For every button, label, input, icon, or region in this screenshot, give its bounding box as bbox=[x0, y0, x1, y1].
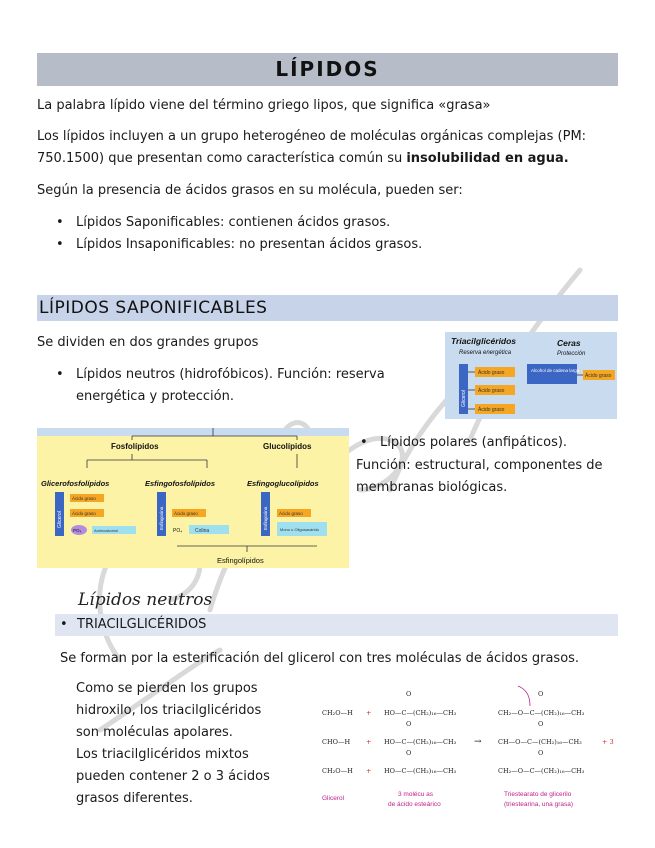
list-item: • Lípidos Saponificables: contienen ácidos grasos. bbox=[58, 212, 390, 234]
fosfolipidos-label: Fosfolípidos bbox=[111, 442, 159, 451]
tri-title: Triacilglicéridos bbox=[451, 336, 517, 346]
esterification-reaction bbox=[318, 682, 618, 814]
polares-continuation-2: membranas biológicas. bbox=[356, 480, 508, 495]
esfingosina-label: Esfingosina bbox=[263, 506, 268, 530]
side-line-3: son moléculas apolares. bbox=[76, 725, 233, 740]
ceras-title: Ceras bbox=[557, 338, 581, 348]
product-caption-2: (triestearina, una grasa) bbox=[504, 801, 574, 808]
list-item-polares: • Lípidos polares (anfipáticos). bbox=[362, 432, 567, 454]
acid-line-1: HO—C—(CH₂)₁₆—CH₃ bbox=[384, 709, 457, 717]
esterificacion-text: Se forman por la esterificación del glicerol con tres moléculas de ácidos grasos. bbox=[60, 651, 580, 666]
intro-paragraph-3: Según la presencia de ácidos grasos en su molécula, pueden ser: bbox=[37, 183, 463, 198]
product-line-1: CH₂—O—C—(CH₂)₁₆—CH₃ bbox=[498, 709, 585, 717]
glucolipidos-label: Glucolípidos bbox=[263, 442, 312, 451]
section-heading-bar bbox=[37, 295, 618, 321]
oxygen: O bbox=[406, 749, 412, 757]
acido-label: Ácido graso bbox=[585, 373, 612, 379]
plus-sign: + bbox=[366, 738, 372, 746]
triacilgliceridos-bar bbox=[55, 614, 618, 636]
product-line-3: CH₂—O—C—(CH₂)₁₆—CH₃ bbox=[498, 767, 585, 775]
section-heading: LÍPIDOS SAPONIFICABLES bbox=[39, 298, 268, 318]
plus-sign: + bbox=[366, 767, 372, 775]
acid-line-2: HO—C—(CH₂)₁₆—CH₃ bbox=[384, 738, 457, 746]
insolubilidad-text: insolubilidad en agua. bbox=[406, 151, 569, 166]
glicerol-line-1: CH₂O—H bbox=[322, 709, 353, 717]
glicerol-line-3: CH₂O—H bbox=[322, 767, 353, 775]
polares-continuation-1: Función: estructural, componentes de bbox=[356, 458, 603, 473]
acido-label: Ácido graso bbox=[72, 496, 96, 501]
oxygen: O bbox=[538, 720, 544, 728]
glicerol-caption: Glicerol bbox=[322, 795, 345, 802]
acido-label: Ácido graso bbox=[174, 511, 198, 516]
page-title: LÍPIDOS bbox=[275, 57, 380, 81]
acid-caption-2: de ácido esteárico bbox=[388, 801, 441, 808]
acido-label: Ácido graso bbox=[478, 388, 505, 394]
side-line-1: Como se pierden los grupos bbox=[76, 681, 258, 696]
reaction-arrow: → bbox=[474, 737, 482, 747]
product-caption-1: Triestearato de glicerilo bbox=[504, 791, 572, 798]
oxygen: O bbox=[406, 720, 412, 728]
list-item: • Lípidos Insaponificables: no presentan ácidos grasos. bbox=[58, 234, 422, 256]
mono-label: Mono u Oligosacárido bbox=[280, 527, 319, 532]
side-line-2: hidroxilo, los triacilglicéridos bbox=[76, 703, 262, 718]
glicerol-label: Glicerol bbox=[461, 390, 467, 407]
ceras-sub: Protección bbox=[557, 351, 586, 357]
oxygen: O bbox=[538, 690, 544, 698]
plus-sign: + bbox=[366, 709, 372, 717]
po4-label: PO₄ bbox=[173, 528, 183, 534]
neutros-heading: Lípidos neutros bbox=[78, 590, 213, 610]
water-plus: + 3 bbox=[602, 738, 614, 746]
alcohol-label: Alcohol de cadena larga bbox=[531, 368, 580, 373]
bond-arrow bbox=[518, 686, 530, 706]
glicerol-label: Glicerol bbox=[57, 511, 63, 528]
glicerofosfolipidos-label: Glicerofosfolípidos bbox=[41, 479, 110, 488]
neutral-lipids-figure bbox=[445, 332, 617, 419]
acido-label: Ácido graso bbox=[72, 511, 96, 516]
oxygen: O bbox=[406, 690, 412, 698]
side-line-4: Los triacilglicéridos mixtos bbox=[76, 747, 249, 762]
intro-paragraph-1: La palabra lípido viene del término griego lipos, que significa «grasa» bbox=[37, 98, 491, 113]
colina-label: Colina bbox=[195, 528, 210, 534]
triacilgliceridos-label: • TRIACILGLICÉRIDOS bbox=[77, 617, 207, 632]
glicerol-line-2: CHO—H bbox=[322, 738, 351, 746]
intro-paragraph-2b-text: 750.1500) que presentan como característica común su bbox=[37, 151, 403, 166]
acido-label: Ácido graso bbox=[478, 407, 505, 413]
esfingofosfolipidos-label: Esfingofosfolípidos bbox=[145, 479, 215, 488]
acido-label: Ácido graso bbox=[478, 370, 505, 376]
title-bar bbox=[37, 53, 618, 86]
saponificables-intro: Se dividen en dos grandes grupos bbox=[37, 335, 259, 350]
intro-paragraph-2a: Los lípidos incluyen a un grupo heterogéneo de moléculas orgánicas complejas (PM: bbox=[37, 129, 587, 144]
product-line-2: CH—O—C—(CH₂)₁₆—CH₃ bbox=[498, 738, 582, 746]
tri-sub: Reserva energética bbox=[459, 350, 512, 356]
acid-caption-1: 3 molécu as bbox=[398, 791, 434, 798]
side-line-5: pueden contener 2 o 3 ácidos bbox=[76, 769, 270, 784]
esfingolipidos-label: Esfingolípidos bbox=[217, 556, 264, 565]
acido-label: Ácido graso bbox=[279, 511, 303, 516]
polar-lipids-figure bbox=[37, 428, 349, 568]
side-line-6: grasos diferentes. bbox=[76, 791, 193, 806]
esfingosina-label: Esfingosina bbox=[159, 506, 164, 530]
neutros-continuation: energética y protección. bbox=[76, 389, 234, 404]
po4-label: PO₄ bbox=[73, 528, 82, 533]
intro-paragraph-2b bbox=[37, 148, 627, 170]
esfingoglucolipidos-label: Esfingoglucolípidos bbox=[247, 479, 319, 488]
list-item-neutros: • Lípidos neutros (hidrofóbicos). Función: reserva bbox=[58, 364, 418, 386]
acid-line-3: HO—C—(CH₂)₁₆—CH₃ bbox=[384, 767, 457, 775]
oxygen: O bbox=[538, 749, 544, 757]
aminoalcohol-label: Aminoalcohol bbox=[94, 528, 119, 533]
